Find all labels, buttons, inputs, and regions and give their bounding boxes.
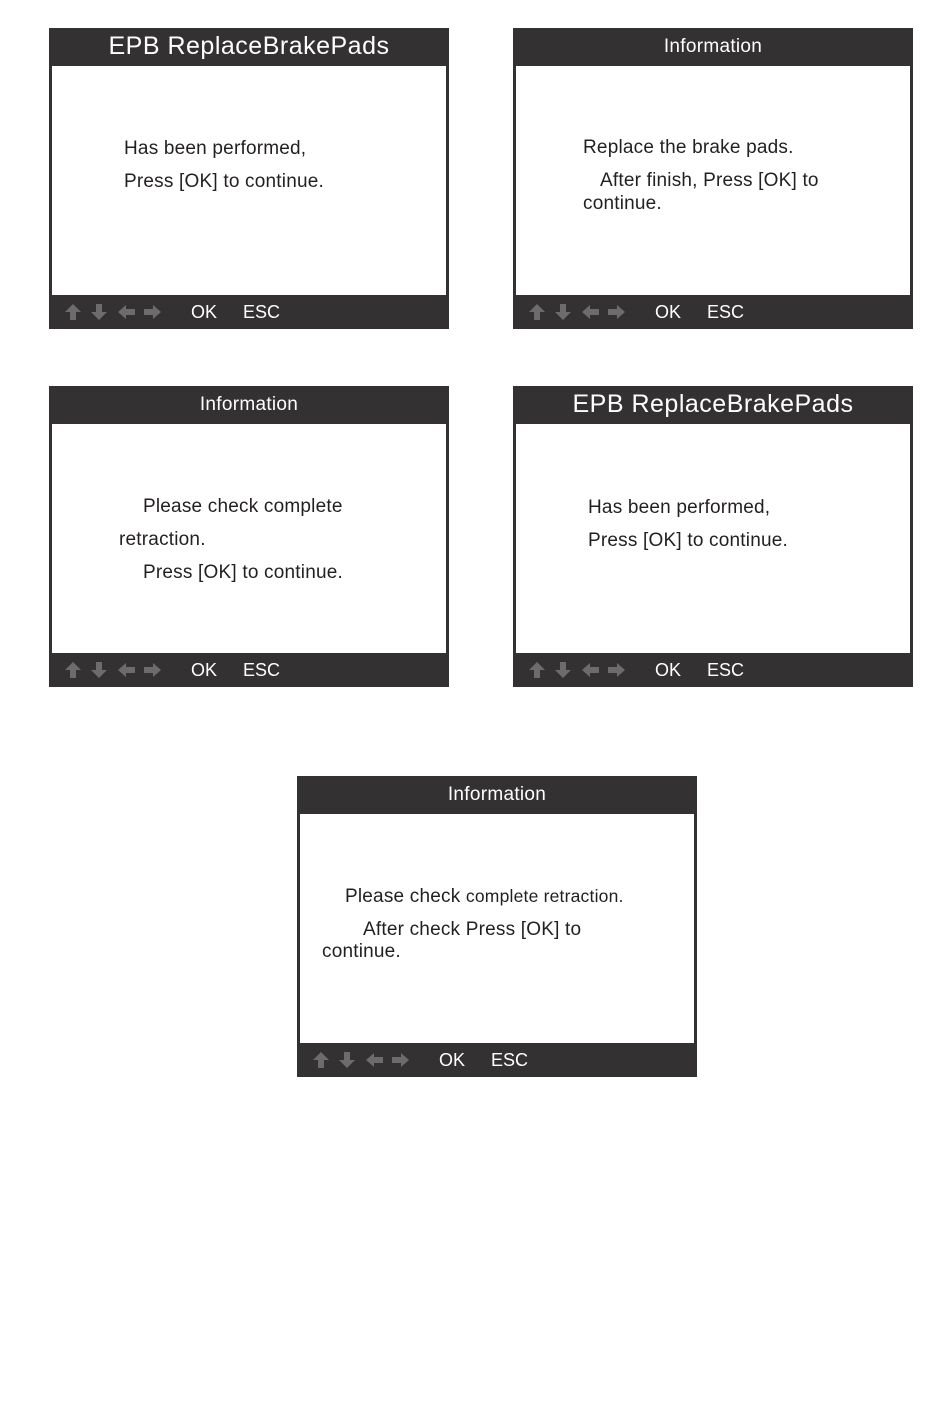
message-line: Press [OK] to continue. — [124, 171, 324, 192]
screen-content — [52, 424, 446, 653]
footer-bar — [49, 653, 449, 687]
arrow-right-icon — [144, 663, 161, 677]
arrow-right-icon — [392, 1053, 409, 1067]
message-line: Press [OK] to continue. — [143, 562, 343, 583]
screen-epb-performed-2 — [513, 386, 913, 687]
arrow-left-icon — [582, 305, 599, 319]
message-line: After check Press [OK] to — [363, 919, 582, 940]
message-line — [345, 886, 624, 908]
screen-check-retraction-info — [49, 386, 449, 687]
arrow-down-icon — [555, 304, 571, 320]
esc-button[interactable]: ESC — [243, 302, 281, 322]
navigation-arrows — [63, 303, 163, 321]
message-line: continue. — [583, 193, 662, 214]
screen-title: EPB ReplaceBrakePads — [572, 390, 854, 418]
screen-content — [52, 66, 446, 295]
arrow-left-icon — [118, 305, 135, 319]
screen-after-check-info — [297, 776, 697, 1077]
arrow-left-icon — [118, 663, 135, 677]
arrow-up-icon — [65, 304, 81, 320]
footer-bar — [49, 295, 449, 329]
arrow-up-icon — [529, 662, 545, 678]
message-line: Press [OK] to continue. — [588, 530, 788, 551]
arrow-down-icon — [555, 662, 571, 678]
message-line: continue. — [322, 941, 401, 962]
ok-button[interactable]: OK — [439, 1050, 466, 1070]
navigation-arrows — [311, 1051, 411, 1069]
message-line: Replace the brake pads. — [583, 137, 794, 158]
esc-button[interactable]: ESC — [707, 660, 745, 680]
arrow-down-icon — [339, 1052, 355, 1068]
navigation-arrows — [527, 303, 627, 321]
esc-button[interactable]: ESC — [491, 1050, 529, 1070]
screen-content — [516, 66, 910, 295]
navigation-arrows — [527, 661, 627, 679]
ok-button[interactable]: OK — [191, 302, 218, 322]
screen-title: Information — [447, 784, 547, 805]
message-line: After finish, Press [OK] to — [600, 170, 819, 191]
esc-button[interactable]: ESC — [243, 660, 281, 680]
ok-button[interactable]: OK — [191, 660, 218, 680]
arrow-left-icon — [582, 663, 599, 677]
arrow-right-icon — [144, 305, 161, 319]
ok-button[interactable]: OK — [655, 302, 682, 322]
arrow-up-icon — [65, 662, 81, 678]
arrow-up-icon — [313, 1052, 329, 1068]
screen-title: EPB ReplaceBrakePads — [108, 32, 390, 60]
arrow-left-icon — [366, 1053, 383, 1067]
screen-title: Information — [663, 36, 763, 57]
ok-button[interactable]: OK — [655, 660, 682, 680]
esc-button[interactable]: ESC — [707, 302, 745, 322]
message-line: Has been performed, — [588, 497, 771, 518]
footer-bar — [513, 653, 913, 687]
arrow-up-icon — [529, 304, 545, 320]
message-part: Please check — [345, 886, 461, 907]
arrow-right-icon — [608, 663, 625, 677]
message-part: complete retraction. — [465, 886, 624, 906]
arrow-right-icon — [608, 305, 625, 319]
footer-bar — [513, 295, 913, 329]
screen-content — [300, 814, 694, 1043]
screen-epb-performed-1 — [49, 28, 449, 329]
screen-content — [516, 424, 910, 653]
screen-replace-brake-pads-info — [513, 28, 913, 329]
footer-bar — [297, 1043, 697, 1077]
arrow-down-icon — [91, 662, 107, 678]
arrow-down-icon — [91, 304, 107, 320]
navigation-arrows — [63, 661, 163, 679]
message-line: retraction. — [119, 529, 206, 550]
message-line: Please check complete — [143, 496, 343, 517]
screen-title: Information — [199, 394, 299, 415]
message-line: Has been performed, — [124, 138, 307, 159]
